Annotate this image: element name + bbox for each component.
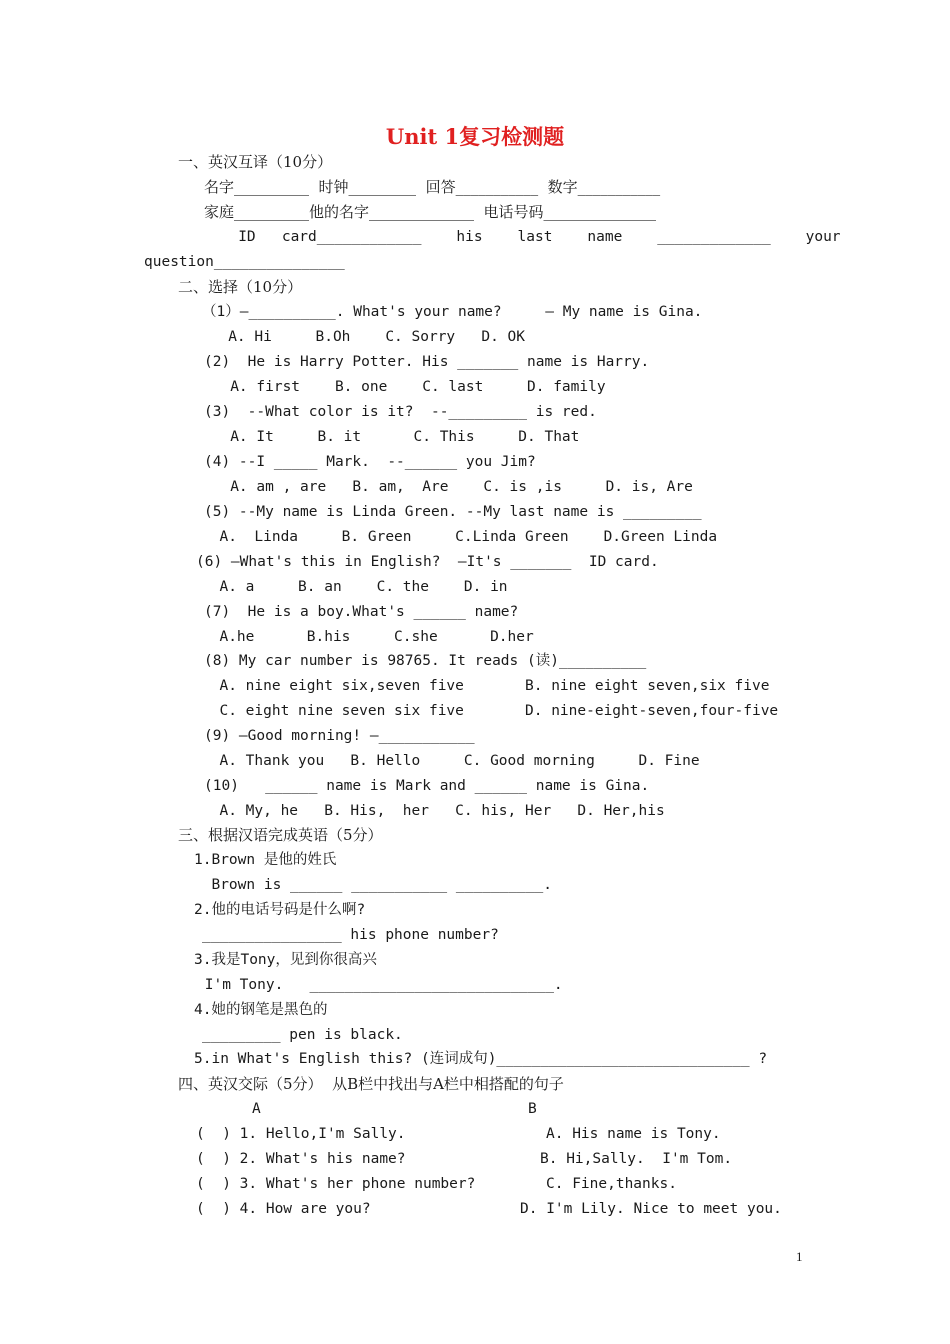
s3-line-2: Brown is ______ ___________ __________. [194, 877, 552, 893]
match-row-2-a: ( ) 2. What's his name? [196, 1151, 406, 1167]
s2-line-13: (7) He is a boy.What's ______ name? [204, 604, 519, 620]
s2-line-11: (6) —What's this in English? —It's _______ ID card. [196, 554, 659, 570]
s2-line-8: A. am , are B. am, Are C. is ,is D. is, Are [204, 479, 693, 495]
s3-line-8: _________ pen is black. [202, 1027, 403, 1043]
s2-line-20: (10) ______ name is Mark and ______ name is Gina. [204, 778, 650, 794]
s2-line-18: (9) —Good morning! —___________ [204, 728, 475, 744]
s2-line-9: (5) --My name is Linda Green. --My last name is _________ [204, 504, 702, 520]
match-row-1-b: A. His name is Tony. [546, 1126, 721, 1142]
match-row-4-b: D. I'm Lily. Nice to meet you. [520, 1201, 782, 1217]
s2-line-6: A. It B. it C. This D. That [204, 429, 580, 445]
column-b-header: B [528, 1101, 537, 1117]
s1-line-3: ID card____________ his last name _____________ your [212, 229, 841, 245]
s3-line-4: ________________ his phone number? [202, 927, 499, 943]
section-2-heading: 二、选择（10分） [178, 278, 303, 296]
s2-line-12: A. a B. an C. the D. in [202, 579, 508, 595]
s2-line-1: （1）—__________. What's your name? — My name is Gina. [202, 304, 703, 320]
column-a-header: A [252, 1101, 261, 1117]
page-title: Unit 1复习检测题 [385, 124, 565, 149]
s2-line-16: A. nine eight six,seven five B. nine eight seven,six five [202, 678, 770, 694]
s1-line-4: question_______________ [144, 254, 345, 270]
section-3-heading: 三、根据汉语完成英语（5分） [178, 826, 383, 844]
s1-line-2: 家庭__________他的名字______________ 电话号码_______________ [204, 203, 657, 221]
page-number: 1 [796, 1249, 803, 1264]
s2-line-2: A. Hi B.Oh C. Sorry D. OK [202, 329, 526, 345]
s2-line-21: A. My, he B. His, her C. his, Her D. Her,his [202, 803, 665, 819]
s3-line-7: 4.她的钢笔是黑色的 [194, 1002, 328, 1018]
s3-line-6: I'm Tony. ____________________________. [196, 977, 563, 993]
s3-line-5: 3.我是Tony，见到你很高兴 [194, 952, 377, 968]
s2-line-15: (8) My car number is 98765. It reads (读)__________ [204, 653, 647, 669]
s3-line-3: 2.他的电话号码是什么啊? [194, 902, 366, 918]
s2-line-3: (2) He is Harry Potter. His _______ name is Harry. [204, 354, 650, 370]
match-row-1-a: ( ) 1. Hello,I'm Sally. [196, 1126, 406, 1142]
s1-line-1: 名字__________ 时钟_________ 回答___________ 数字___________ [204, 178, 661, 196]
s2-line-10: A. Linda B. Green C.Linda Green D.Green Linda [202, 529, 718, 545]
s2-line-17: C. eight nine seven six five D. nine-eight-seven,four-five [202, 703, 779, 719]
s2-line-19: A. Thank you B. Hello C. Good morning D. Fine [202, 753, 700, 769]
s3-line-1: 1.Brown 是他的姓氏 [194, 852, 337, 868]
section-1-heading: 一、英汉互译（10分） [178, 153, 333, 171]
s2-line-14: A.he B.his C.she D.her [202, 629, 534, 645]
section-4-heading: 四、英汉交际（5分） 从B栏中找出与A栏中相搭配的句子 [178, 1075, 564, 1093]
s2-line-4: A. first B. one C. last D. family [204, 379, 606, 395]
match-row-3-a: ( ) 3. What's her phone number? [196, 1176, 476, 1192]
s2-line-7: (4) --I _____ Mark. --______ you Jim? [204, 454, 536, 470]
match-row-3-b: C. Fine,thanks. [546, 1176, 677, 1192]
s3-line-9: 5.in What's English this? (连词成句)_____________________________ ? [194, 1051, 768, 1067]
match-row-4-a: ( ) 4. How are you? [196, 1201, 371, 1217]
s2-line-5: (3) --What color is it? --_________ is red. [204, 404, 597, 420]
match-row-2-b: B. Hi,Sally. I'm Tom. [540, 1151, 733, 1167]
